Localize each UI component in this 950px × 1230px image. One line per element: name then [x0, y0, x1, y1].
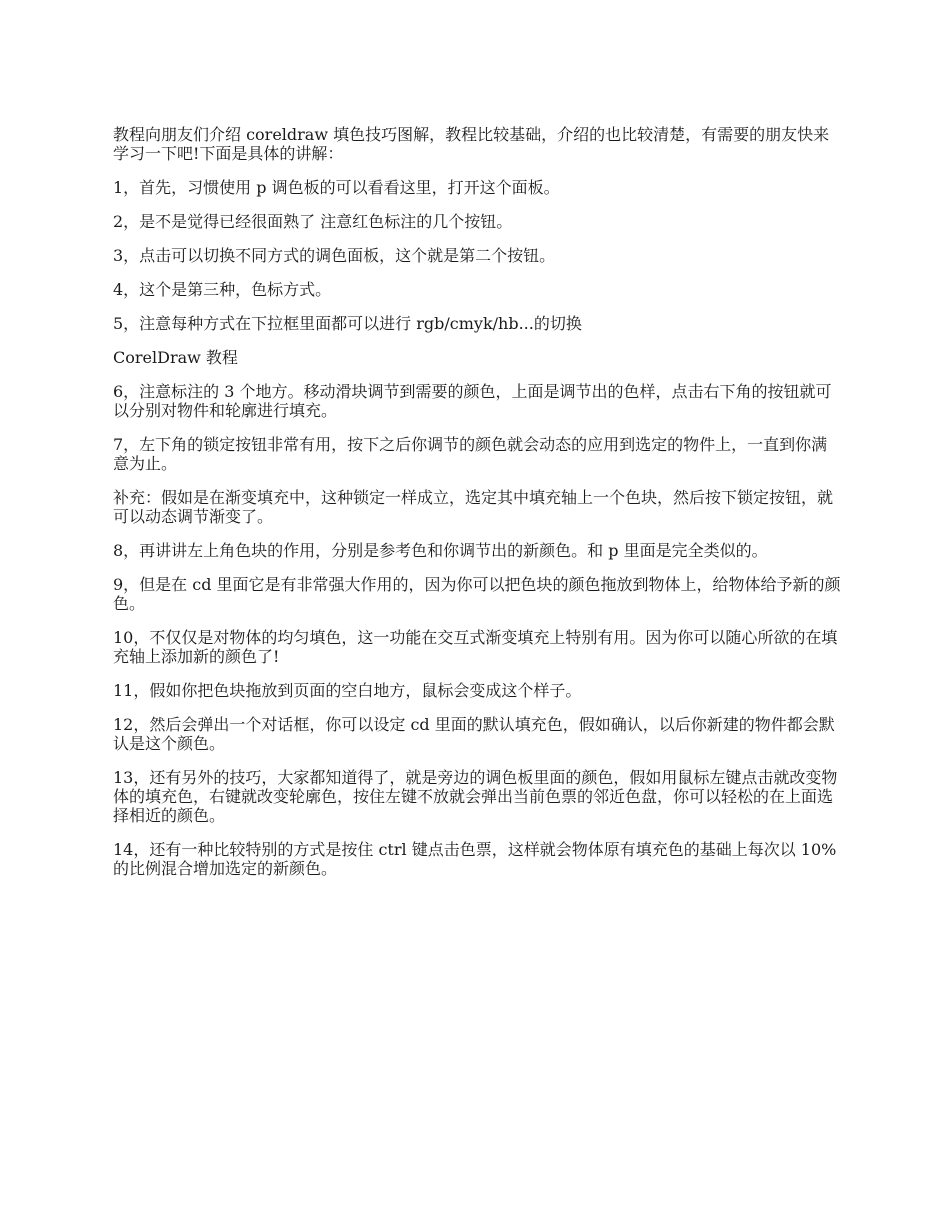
paragraph-section-label: CorelDraw 教程 [113, 348, 238, 367]
article-body [113, 125, 841, 893]
paragraph-step-5: 5，注意每种方式在下拉框里面都可以进行 rgb/cmyk/hb...的切换 [113, 314, 582, 333]
paragraph-step-13: 13，还有另外的技巧，大家都知道得了，就是旁边的调色板里面的颜色，假如用鼠标左键点击就改变物体的填充色，右键就改变轮廓色，按住左键不放就会弹出当前色票的邻近色盘，你可以轻松的在上面选择相近的颜色。 [113, 768, 838, 825]
paragraph-step-12: 12，然后会弹出一个对话框，你可以设定 cd 里面的默认填充色，假如确认，以后你新建的物件都会默认是这个颜色。 [113, 715, 835, 753]
paragraph-step-10: 10，不仅仅是对物体的均匀填色，这一功能在交互式渐变填充上特别有用。因为你可以随心所欲的在填充轴上添加新的颜色了! [113, 628, 838, 666]
paragraph-step-3: 3，点击可以切换不同方式的调色面板，这个就是第二个按钮。 [113, 246, 556, 265]
paragraph-step-6: 6，注意标注的 3 个地方。移动滑块调节到需要的颜色，上面是调节出的色样，点击右下角的按钮就可以分别对物件和轮廓进行填充。 [113, 382, 832, 420]
paragraph-step-11: 11，假如你把色块拖放到页面的空白地方，鼠标会变成这个样子。 [113, 681, 582, 700]
paragraph-step-7: 7，左下角的锁定按钮非常有用，按下之后你调节的颜色就会动态的应用到选定的物件上，一直到你满意为止。 [113, 435, 828, 473]
paragraph-supplement: 补充：假如是在渐变填充中，这种锁定一样成立，选定其中填充轴上一个色块，然后按下锁定按钮，就可以动态调节渐变了。 [113, 488, 834, 526]
paragraph-step-9: 9，但是在 cd 里面它是有非常强大作用的，因为你可以把色块的颜色拖放到物体上，给物体给予新的颜色。 [113, 575, 841, 613]
paragraph-step-2: 2，是不是觉得已经很面熟了 注意红色标注的几个按钮。 [113, 212, 513, 231]
paragraph-intro: 教程向朋友们介绍 coreldraw 填色技巧图解，教程比较基础，介绍的也比较清楚，有需要的朋友快来学习一下吧!下面是具体的讲解： [113, 125, 830, 163]
paragraph-step-1: 1，首先，习惯使用 p 调色板的可以看看这里，打开这个面板。 [113, 178, 560, 197]
paragraph-step-4: 4，这个是第三种，色标方式。 [113, 280, 332, 299]
paragraph-step-8: 8，再讲讲左上角色块的作用，分别是参考色和你调节出的新颜色。和 p 里面是完全类似的。 [113, 541, 768, 560]
paragraph-step-14: 14，还有一种比较特别的方式是按住 ctrl 键点击色票，这样就会物体原有填充色的基础上每次以 10%的比例混合增加选定的新颜色。 [113, 840, 837, 878]
